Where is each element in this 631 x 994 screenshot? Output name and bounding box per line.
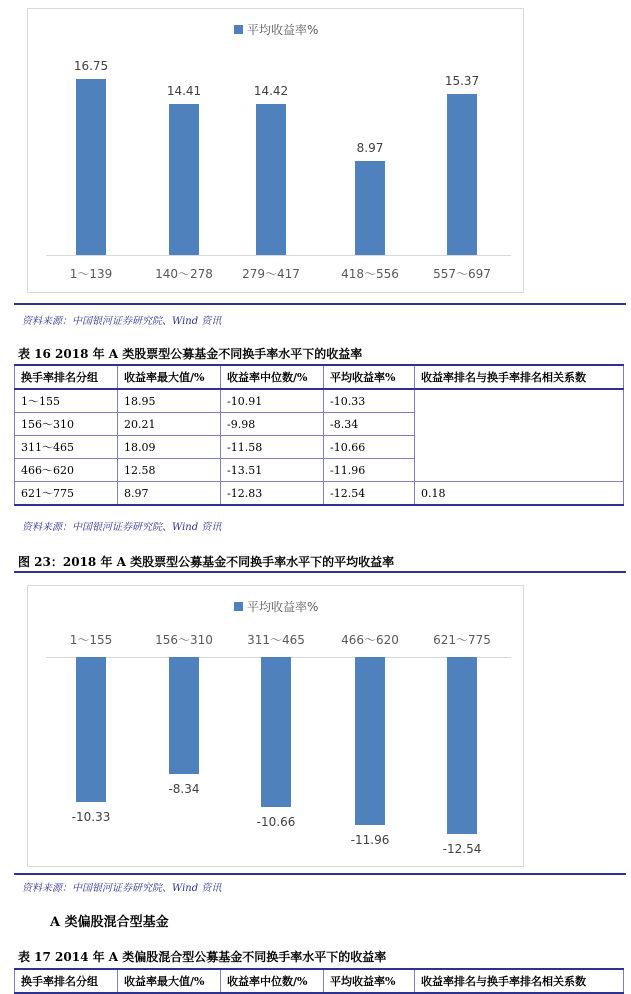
table-cell: 12.58: [118, 459, 221, 482]
chart-2-category-label: 1～155: [69, 633, 113, 647]
table-17: [14, 968, 624, 994]
chart-2-bar: [261, 657, 291, 807]
table-header: 收益率排名与换手率排名相关系数: [415, 969, 624, 993]
source-note: 资料来源：中国银河证券研究院、Wind 资讯: [22, 522, 222, 533]
chart-1-category-label: 140～278: [155, 267, 213, 281]
chart-2-bar: [76, 657, 106, 802]
chart-2-value-label: -8.34: [168, 782, 200, 797]
table-cell: 621～775: [15, 482, 118, 506]
table-17-caption: 表 17 2014 年 A 类偏股混合型公募基金不同换手率水平下的收益率: [18, 950, 387, 964]
table-row: [15, 459, 624, 482]
correlation-cell: 0.18: [415, 482, 624, 506]
table-16-caption: 表 16 2018 年 A 类股票型公募基金不同换手率水平下的收益率: [18, 347, 363, 361]
chart-1-value-label: 8.97: [356, 140, 384, 155]
chart-1-category-label: 279～417: [242, 267, 300, 281]
chart-1-bar: [169, 104, 199, 255]
chart-1: [27, 8, 524, 293]
chart-1-category-label: 418～556: [341, 267, 399, 281]
table-cell: -12.54: [324, 482, 415, 506]
section-heading: A 类偏股混合型基金: [50, 915, 169, 930]
legend-label: 平均收益率%: [247, 23, 319, 37]
table-row: [15, 482, 624, 506]
chart-2-category-label: 621～775: [433, 633, 491, 647]
chart-2-value-label: -11.96: [350, 833, 390, 848]
table-cell: -8.34: [324, 413, 415, 436]
table-cell: -11.96: [324, 459, 415, 482]
chart-2-value-label: -12.54: [442, 841, 482, 856]
legend-swatch: [234, 602, 243, 611]
chart-1-value-label: 16.75: [73, 59, 109, 74]
table-cell: [415, 413, 624, 436]
table-row: [15, 389, 624, 413]
table-cell: 18.09: [118, 436, 221, 459]
rule: [14, 571, 626, 573]
table-header: 换手率排名分组: [15, 969, 118, 993]
table-header: 收益率最大值/%: [118, 365, 221, 389]
chart-1-legend: [234, 21, 318, 38]
table-cell: -10.91: [221, 389, 324, 413]
table-cell: -13.51: [221, 459, 324, 482]
figure-23-caption: 图 23：2018 年 A 类股票型公募基金不同换手率水平下的平均收益率: [18, 555, 395, 569]
chart-1-category-label: 557～697: [433, 267, 491, 281]
table-header: 换手率排名分组: [15, 365, 118, 389]
chart-2-bar: [447, 657, 477, 834]
table-16: [14, 364, 624, 506]
chart-2-bar: [169, 657, 199, 774]
chart-1-bar: [256, 104, 286, 255]
table-row: [15, 413, 624, 436]
chart-1-value-label: 14.41: [166, 83, 202, 98]
chart-2-value-label: -10.66: [256, 815, 296, 830]
chart-1-value-label: 14.42: [253, 83, 289, 98]
table-cell: 466～620: [15, 459, 118, 482]
chart-2-bar: [355, 657, 385, 825]
table-header: 收益率排名与换手率排名相关系数: [415, 365, 624, 389]
table-header-row: [15, 969, 624, 993]
source-note: 资料来源：中国银河证券研究院、Wind 资讯: [22, 316, 222, 327]
table-cell: [415, 436, 624, 459]
table-cell: -10.33: [324, 389, 415, 413]
table-cell: -10.66: [324, 436, 415, 459]
table-header-row: [15, 365, 624, 389]
legend-swatch: [234, 25, 243, 34]
table-header: 平均收益率%: [324, 969, 415, 993]
legend-label: 平均收益率%: [247, 600, 319, 614]
chart-1-bar: [447, 94, 477, 255]
table-cell: 18.95: [118, 389, 221, 413]
chart-2-category-label: 311～465: [247, 633, 305, 647]
chart-1-axis: [46, 255, 511, 256]
table-cell: 311～465: [15, 436, 118, 459]
chart-1-value-label: 15.37: [444, 73, 480, 88]
chart-1-category-label: 1～139: [69, 267, 113, 281]
chart-2: [27, 585, 524, 867]
chart-1-bar: [355, 161, 385, 255]
chart-1-bar: [76, 79, 106, 255]
table-cell: [415, 389, 624, 413]
table-cell: 156～310: [15, 413, 118, 436]
table-row: [15, 436, 624, 459]
source-note: 资料来源：中国银河证券研究院、Wind 资讯: [22, 883, 222, 894]
chart-2-category-label: 156～310: [155, 633, 213, 647]
table-cell: -11.58: [221, 436, 324, 459]
chart-2-category-label: 466～620: [341, 633, 399, 647]
table-cell: -12.83: [221, 482, 324, 506]
chart-2-value-label: -10.33: [71, 810, 111, 825]
table-cell: [415, 459, 624, 482]
rule: [14, 873, 626, 875]
chart-2-legend: [234, 598, 318, 615]
table-cell: 20.21: [118, 413, 221, 436]
table-header: 收益率中位数/%: [221, 969, 324, 993]
table-header: 收益率最大值/%: [118, 969, 221, 993]
table-header: 收益率中位数/%: [221, 365, 324, 389]
table-cell: 8.97: [118, 482, 221, 506]
rule: [14, 303, 626, 305]
table-cell: 1～155: [15, 389, 118, 413]
table-cell: -9.98: [221, 413, 324, 436]
table-header: 平均收益率%: [324, 365, 415, 389]
